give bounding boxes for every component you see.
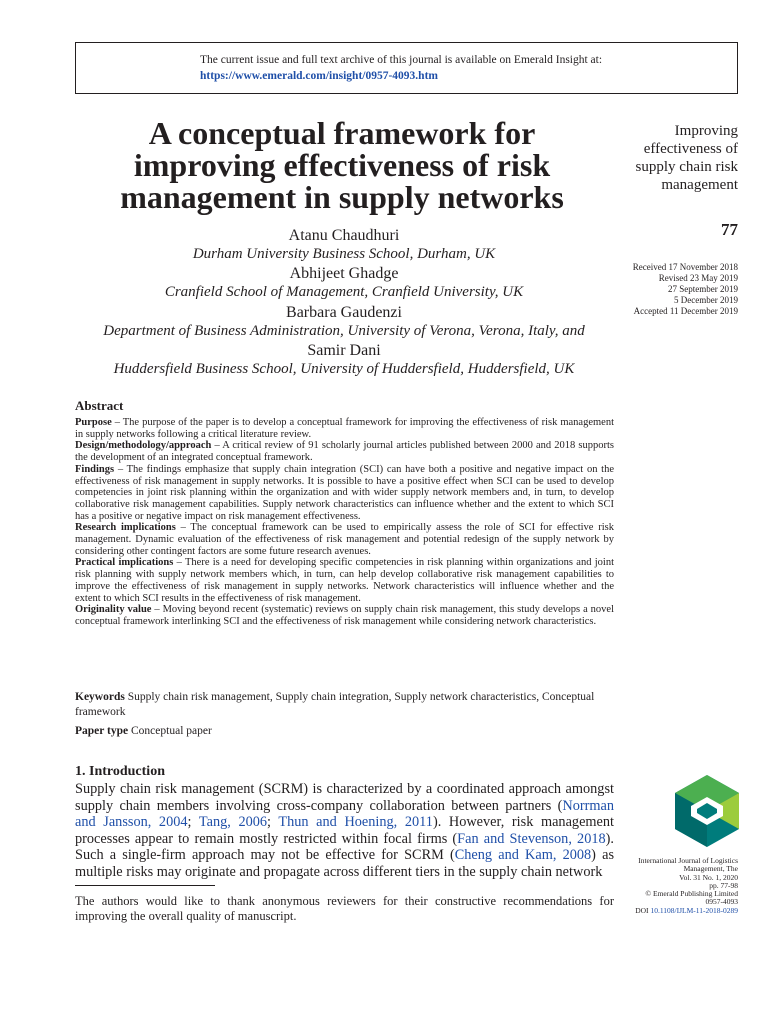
title-line-1: A conceptual framework for (148, 115, 536, 151)
author-name: Samir Dani (307, 342, 381, 359)
date-received: Received 17 November 2018 (632, 262, 738, 272)
journal-name: Management, The (683, 864, 738, 874)
author-name: Abhijeet Ghadge (289, 265, 399, 282)
body-text: ). Such a single-firm approach may not be effective for SCRM ( (75, 830, 614, 863)
journal-url-link[interactable]: https://www.emerald.com/insight/0957-4093.htm (200, 70, 438, 82)
keywords-label: Keywords (75, 691, 125, 703)
body-text: ; (187, 814, 199, 830)
doi-label: DOI (635, 905, 649, 915)
abstract-heading: Abstract (75, 398, 124, 413)
paper-type-label: Paper type (75, 725, 129, 737)
keywords-text: Supply chain risk management, Supply chain integration, Supply network characteristics, Conceptual framework (75, 691, 595, 718)
abstract-practical-implications (75, 557, 614, 604)
citation-link[interactable]: Thun and Hoening, 2011 (278, 814, 433, 830)
author-affiliation: Cranfield School of Management, Cranfield University, UK (164, 284, 524, 300)
section-text: – The findings emphasize that supply chain integration (SCI) can have both a positive and negative impact on the effectiveness of risk management in supply networks. It is possible to have a positive effect when SCI can be used to develop competencies in joint risk planning within the organization and with wider supply network members and, in turn, to develop collaborative risk management capabilities. Supply network characteristics can influence whether and the extent to which SCI has a positive or negative impact on risk management effectiveness. (75, 463, 614, 522)
introduction-heading: 1. Introduction (75, 764, 165, 779)
section-text: – A critical review of 91 scholarly journal articles published between 2000 and 2018 supports the development of an integrated conceptual framework. (75, 440, 614, 464)
abstract-purpose (75, 417, 614, 440)
journal-pages: pp. 77-98 (709, 880, 738, 890)
journal-info (600, 857, 738, 915)
author-name: Barbara Gaudenzi (286, 304, 402, 321)
citation-link[interactable]: Fan and Stevenson, 2018 (457, 830, 606, 847)
running-head (604, 122, 738, 194)
doi-line (600, 907, 738, 915)
author-affiliation: Department of Business Administration, University of Verona, Verona, Italy, and (103, 323, 585, 339)
paper-type-text: Conceptual paper (128, 725, 212, 737)
title-line-3: management in supply networks (120, 179, 564, 215)
date-revised: 5 December 2019 (674, 295, 738, 305)
body-text: Supply chain risk management (SCRM) is characterized by a coordinated approach amongst supply chain members involving cross-company collaboration between partners ( (75, 781, 614, 814)
section-text: – The purpose of the paper is to develop a conceptual framework for improving the effectiveness of risk management in supply networks following a critical literature review. (75, 417, 614, 440)
paper-title (72, 117, 612, 213)
journal-access-notice (75, 42, 738, 94)
section-label: Purpose (75, 417, 112, 428)
running-head-line: supply chain risk (635, 159, 738, 175)
running-head-line: management (661, 177, 738, 193)
submission-dates (590, 262, 738, 317)
body-text: ; (267, 814, 279, 830)
date-revised: Revised 23 May 2019 (658, 273, 738, 283)
acknowledgement-footnote: The authors would like to thank anonymous reviewers for their constructive recommendations for improving the overall quality of manuscript. (75, 894, 614, 923)
issn: 0957-4093 (705, 897, 738, 907)
citation-link[interactable]: Cheng and Kam, 2008 (454, 847, 592, 863)
citation-link[interactable]: Tang, 2006 (198, 814, 268, 830)
abstract-body (75, 417, 614, 628)
journal-name: International Journal of Logistics (638, 856, 738, 865)
doi-link[interactable]: 10.1108/IJLM-11-2018-0289 (650, 905, 738, 915)
body-text: ) as multiple risks may originate and propagate across different tiers in the supply chain network (75, 847, 615, 880)
notice-text: The current issue and full text archive of this journal is available on Emerald Insight at: (200, 54, 603, 66)
abstract-originality (75, 604, 614, 627)
running-head-line: effectiveness of (643, 141, 738, 157)
section-text: – There is a need for developing specific competencies in risk planning within organizations and joint risk planning with supply network members which, in turn, can help develop collaborative risk management capabilities to improve the effectiveness of risk management in supply networks. Network characteristics will influence whether and the extent to which SCI results in the effectiveness of risk management. (75, 557, 614, 604)
section-text: – The conceptual framework can be used to empirically assess the role of SCI for effective risk management. Dynamic evaluation of the effectiveness of risk management and potential redesign of the supply network by considering other contingent factors are some future research avenues. (75, 522, 614, 557)
page-number: 77 (721, 220, 738, 239)
abstract-design (75, 440, 614, 463)
keywords (75, 690, 614, 720)
section-label: Findings (75, 463, 115, 475)
citation-link[interactable]: Norrman and Jansson, 2004 (75, 797, 614, 830)
date-revised: 27 September 2019 (668, 284, 738, 294)
section-label: Research implications (75, 522, 176, 534)
abstract-findings (75, 464, 614, 523)
keywords-block (75, 690, 614, 739)
abstract-research-implications (75, 522, 614, 557)
author-name: Atanu Chaudhuri (288, 227, 400, 244)
section-text: – Moving beyond recent (systematic) reviews on supply chain risk management, this study develops a novel conceptual framework interlinking SCI and the effectiveness of risk management while considering network characteristics. (75, 604, 615, 627)
introduction-paragraph (75, 781, 614, 880)
running-head-line: Improving (674, 123, 738, 139)
date-accepted: Accepted 11 December 2019 (633, 306, 738, 316)
journal-volume: Vol. 31 No. 1, 2020 (679, 872, 738, 882)
body-text: ). However, risk management processes appear to remain mostly restricted within focal firms ( (75, 814, 615, 847)
section-label: Practical implications (75, 557, 174, 569)
section-label: Design/methodology/approach (75, 440, 212, 452)
paper-type (75, 724, 614, 739)
emerald-logo-icon (675, 775, 739, 847)
copyright: © Emerald Publishing Limited (645, 889, 738, 899)
author-affiliation: Huddersfield Business School, University of Huddersfield, Huddersfield, UK (113, 361, 575, 377)
author-affiliation: Durham University Business School, Durham, UK (192, 246, 496, 262)
footnote-divider (75, 885, 215, 886)
section-label: Originality value (75, 604, 152, 616)
title-line-2: improving effectiveness of risk (133, 147, 551, 183)
